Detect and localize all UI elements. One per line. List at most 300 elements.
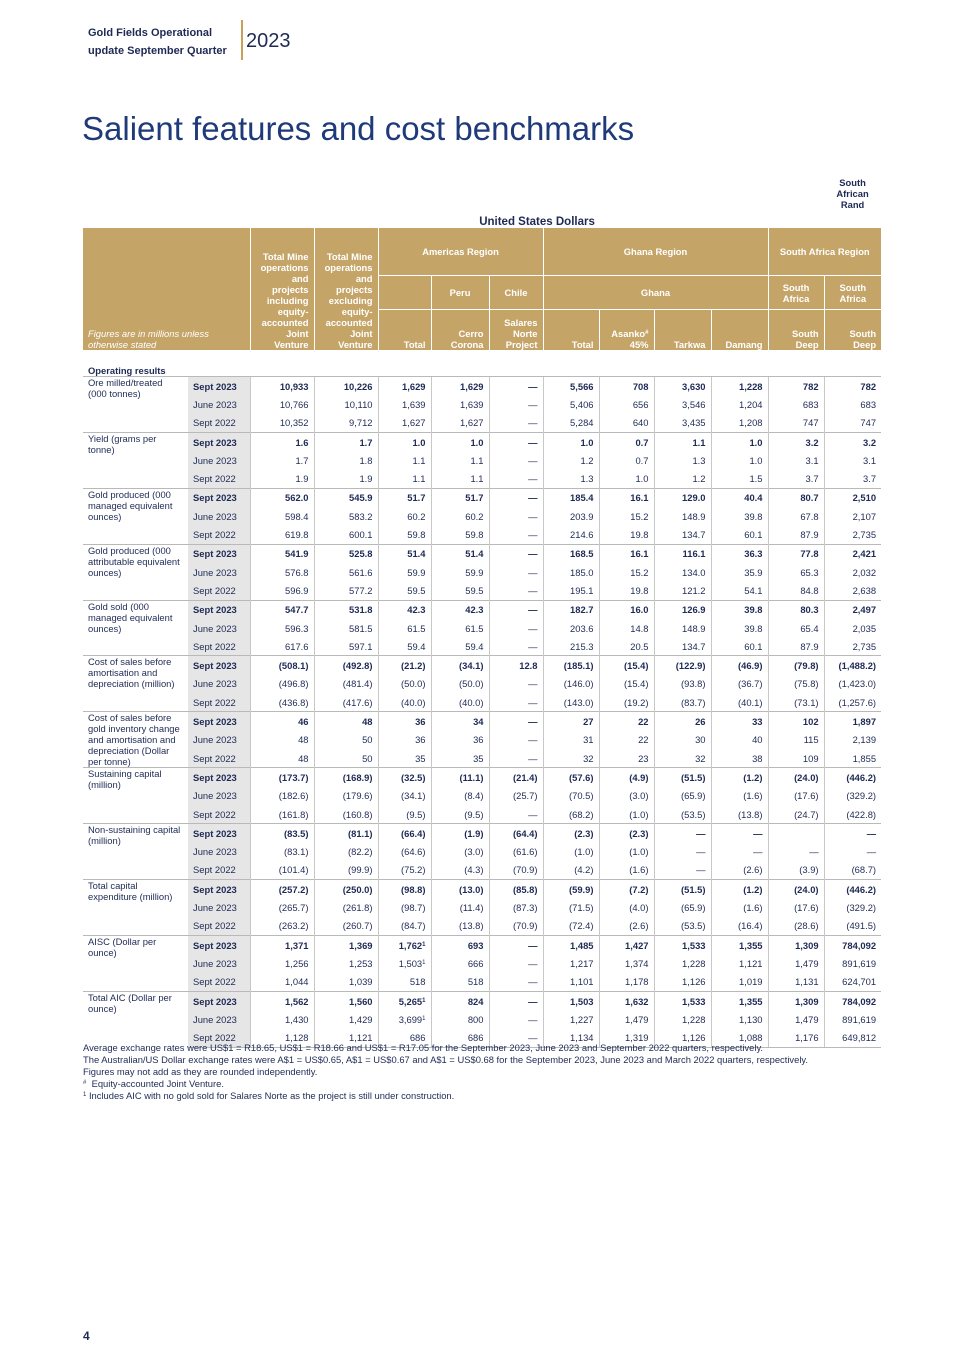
value-cell: 51.7 bbox=[378, 488, 431, 507]
value-cell: 5,284 bbox=[543, 414, 599, 433]
table-row bbox=[83, 414, 881, 433]
table-row bbox=[83, 991, 881, 1010]
table-row bbox=[83, 1010, 881, 1028]
table-row bbox=[83, 377, 881, 396]
value-cell: 54.1 bbox=[711, 581, 768, 600]
value-cell: 1,204 bbox=[711, 395, 768, 413]
value-cell: 3.1 bbox=[824, 451, 881, 469]
value-cell: (65.9) bbox=[654, 787, 711, 805]
value-cell: 59.8 bbox=[378, 525, 431, 544]
value-cell: (1.2) bbox=[711, 768, 768, 787]
value-cell: 747 bbox=[824, 414, 881, 433]
value-cell: 40.4 bbox=[711, 488, 768, 507]
value-cell: 1,629 bbox=[431, 377, 489, 396]
value-cell: (182.6) bbox=[250, 787, 314, 805]
value-cell: 683 bbox=[768, 395, 824, 413]
value-cell: 31 bbox=[543, 731, 599, 749]
value-cell: (50.0) bbox=[378, 675, 431, 693]
value-cell: (422.8) bbox=[824, 805, 881, 824]
value-cell: 195.1 bbox=[543, 581, 599, 600]
value-cell: 1.7 bbox=[250, 451, 314, 469]
value-cell: 60.2 bbox=[378, 507, 431, 525]
value-cell: (24.7) bbox=[768, 805, 824, 824]
table-row bbox=[83, 880, 881, 899]
metric-label: Non-sustaining capital (million) bbox=[83, 824, 188, 880]
period-label: June 2023 bbox=[188, 843, 250, 861]
value-cell: 48 bbox=[250, 749, 314, 768]
period-label: Sept 2022 bbox=[188, 917, 250, 936]
value-cell: (446.2) bbox=[824, 880, 881, 899]
value-cell: 1,632 bbox=[599, 991, 654, 1010]
value-cell: (82.2) bbox=[314, 843, 378, 861]
value-cell: (2.3) bbox=[543, 824, 599, 843]
table-row bbox=[83, 488, 881, 507]
value-cell: 84.8 bbox=[768, 581, 824, 600]
value-cell: (492.8) bbox=[314, 656, 378, 675]
value-cell: 214.6 bbox=[543, 525, 599, 544]
header-divider bbox=[241, 20, 243, 60]
col-total-incl: Total Mine operations and projects including equity-accounted Joint Venture bbox=[250, 228, 314, 350]
value-cell: 22 bbox=[599, 731, 654, 749]
value-cell: 5,566 bbox=[543, 377, 599, 396]
value-cell: — bbox=[489, 954, 543, 972]
value-cell: 1,485 bbox=[543, 936, 599, 955]
value-cell: — bbox=[654, 843, 711, 861]
value-cell: 59.5 bbox=[431, 581, 489, 600]
value-cell: 1,627 bbox=[378, 414, 431, 433]
value-cell: 51.7 bbox=[431, 488, 489, 507]
table-row bbox=[83, 917, 881, 936]
value-cell: — bbox=[711, 843, 768, 861]
value-cell: 891,619 bbox=[824, 954, 881, 972]
value-cell: (265.7) bbox=[250, 898, 314, 916]
period-label: Sept 2022 bbox=[188, 637, 250, 656]
note-hash: # Equity-accounted Joint Venture. bbox=[83, 1078, 224, 1089]
value-cell: 1,533 bbox=[654, 936, 711, 955]
value-cell: — bbox=[654, 861, 711, 880]
period-label: Sept 2023 bbox=[188, 712, 250, 731]
value-cell: 148.9 bbox=[654, 507, 711, 525]
value-cell: — bbox=[654, 824, 711, 843]
table-row bbox=[83, 469, 881, 488]
south-deep-zar-header: South Deep bbox=[824, 310, 881, 351]
note-one: $^1$ Includes AIC with no gold sold for Salares Norte as the project is still under construction. bbox=[83, 1090, 455, 1101]
value-cell: 596.9 bbox=[250, 581, 314, 600]
value-cell: 2,510 bbox=[824, 488, 881, 507]
tarkwa-header: Tarkwa bbox=[654, 310, 711, 351]
value-cell: 40 bbox=[711, 731, 768, 749]
value-cell: (261.8) bbox=[314, 898, 378, 916]
value-cell: 15.2 bbox=[599, 507, 654, 525]
table-row bbox=[83, 525, 881, 544]
value-cell: (160.8) bbox=[314, 805, 378, 824]
value-cell: 1,130 bbox=[711, 1010, 768, 1028]
salares-norte-header: Salares Norte Project bbox=[489, 310, 543, 351]
value-cell: 5,265$^1$ bbox=[378, 991, 431, 1010]
value-cell: — bbox=[711, 824, 768, 843]
value-cell: 782 bbox=[768, 377, 824, 396]
value-cell: 1,044 bbox=[250, 973, 314, 992]
period-label: Sept 2022 bbox=[188, 973, 250, 992]
value-cell: 1.0 bbox=[599, 469, 654, 488]
value-cell: 518 bbox=[431, 973, 489, 992]
asanko-header: Asanko# 45% bbox=[599, 310, 654, 351]
value-cell: 19.8 bbox=[599, 581, 654, 600]
value-cell: 2,735 bbox=[824, 637, 881, 656]
value-cell: 1,101 bbox=[543, 973, 599, 992]
value-cell: 1.2 bbox=[543, 451, 599, 469]
value-cell: 0.7 bbox=[599, 432, 654, 451]
value-cell: (260.7) bbox=[314, 917, 378, 936]
value-cell: 1,309 bbox=[768, 991, 824, 1010]
table-row bbox=[83, 544, 881, 563]
document-header bbox=[88, 24, 227, 60]
value-cell: 185.0 bbox=[543, 563, 599, 581]
period-label: June 2023 bbox=[188, 619, 250, 637]
value-cell: 1.2 bbox=[654, 469, 711, 488]
value-cell: (21.2) bbox=[378, 656, 431, 675]
ghana-header: Ghana bbox=[543, 276, 768, 310]
value-cell: 624,701 bbox=[824, 973, 881, 992]
value-cell: 0.7 bbox=[599, 451, 654, 469]
value-cell: 1,131 bbox=[768, 973, 824, 992]
page-title: Salient features and cost benchmarks bbox=[82, 110, 635, 147]
value-cell: (143.0) bbox=[543, 693, 599, 712]
value-cell: 1,319 bbox=[599, 1029, 654, 1048]
value-cell: 51.4 bbox=[378, 544, 431, 563]
metric-label: Gold produced (000 attributable equivalent ounces) bbox=[83, 544, 188, 600]
value-cell bbox=[768, 824, 824, 843]
value-cell: 16.0 bbox=[599, 600, 654, 619]
value-cell: 1.1 bbox=[431, 469, 489, 488]
value-cell: — bbox=[489, 693, 543, 712]
value-cell: 14.8 bbox=[599, 619, 654, 637]
period-label: Sept 2022 bbox=[188, 469, 250, 488]
value-cell: — bbox=[489, 544, 543, 563]
value-cell: 1,369 bbox=[314, 936, 378, 955]
value-cell: 1.1 bbox=[654, 432, 711, 451]
value-cell: 35 bbox=[378, 749, 431, 768]
value-cell: 51.4 bbox=[431, 544, 489, 563]
value-cell: (1.0) bbox=[543, 843, 599, 861]
value-cell: 203.9 bbox=[543, 507, 599, 525]
value-cell: 12.8 bbox=[489, 656, 543, 675]
table-row bbox=[83, 451, 881, 469]
value-cell: (71.5) bbox=[543, 898, 599, 916]
value-cell: — bbox=[489, 488, 543, 507]
value-cell: 27 bbox=[543, 712, 599, 731]
value-cell: 561.6 bbox=[314, 563, 378, 581]
value-cell: (99.9) bbox=[314, 861, 378, 880]
value-cell: (101.4) bbox=[250, 861, 314, 880]
damang-header: Damang bbox=[711, 310, 768, 351]
value-cell: (1.0) bbox=[599, 843, 654, 861]
value-cell: (51.5) bbox=[654, 880, 711, 899]
metric-label: Cost of sales before amortisation and depreciation (million) bbox=[83, 656, 188, 712]
value-cell: 19.8 bbox=[599, 525, 654, 544]
value-cell: 649,812 bbox=[824, 1029, 881, 1048]
value-cell: — bbox=[489, 525, 543, 544]
value-cell: 3.7 bbox=[824, 469, 881, 488]
period-label: Sept 2023 bbox=[188, 880, 250, 899]
period-label: June 2023 bbox=[188, 731, 250, 749]
value-cell: (72.4) bbox=[543, 917, 599, 936]
metric-label: Ore milled/treated (000 tonnes) bbox=[83, 377, 188, 433]
value-cell: 87.9 bbox=[768, 637, 824, 656]
value-cell: 1,176 bbox=[768, 1029, 824, 1048]
value-cell: — bbox=[489, 469, 543, 488]
value-cell: 1,427 bbox=[599, 936, 654, 955]
value-cell: 10,766 bbox=[250, 395, 314, 413]
value-cell: (59.9) bbox=[543, 880, 599, 899]
period-label: Sept 2023 bbox=[188, 488, 250, 507]
value-cell: 1,256 bbox=[250, 954, 314, 972]
value-cell: 65.3 bbox=[768, 563, 824, 581]
value-cell: 1,855 bbox=[824, 749, 881, 768]
value-cell: (17.6) bbox=[768, 787, 824, 805]
value-cell: 10,933 bbox=[250, 377, 314, 396]
value-cell: 1,479 bbox=[768, 954, 824, 972]
value-cell: 80.3 bbox=[768, 600, 824, 619]
value-cell: (83.5) bbox=[250, 824, 314, 843]
table-row bbox=[83, 712, 881, 731]
period-label: June 2023 bbox=[188, 563, 250, 581]
value-cell: (50.0) bbox=[431, 675, 489, 693]
value-cell: — bbox=[489, 377, 543, 396]
table-row bbox=[83, 600, 881, 619]
value-cell: 577.2 bbox=[314, 581, 378, 600]
value-cell: 1,560 bbox=[314, 991, 378, 1010]
value-cell: (34.1) bbox=[431, 656, 489, 675]
value-cell: (446.2) bbox=[824, 768, 881, 787]
value-cell: 39.8 bbox=[711, 507, 768, 525]
value-cell: (68.2) bbox=[543, 805, 599, 824]
value-cell: (417.6) bbox=[314, 693, 378, 712]
value-cell: 61.5 bbox=[431, 619, 489, 637]
value-cell: 1,374 bbox=[599, 954, 654, 972]
value-cell: (93.8) bbox=[654, 675, 711, 693]
value-cell: 34 bbox=[431, 712, 489, 731]
table-row bbox=[83, 843, 881, 861]
value-cell: 22 bbox=[599, 712, 654, 731]
value-cell: 1.1 bbox=[431, 451, 489, 469]
value-cell: 1,430 bbox=[250, 1010, 314, 1028]
value-cell: (64.4) bbox=[489, 824, 543, 843]
value-cell: 583.2 bbox=[314, 507, 378, 525]
value-cell: 1,533 bbox=[654, 991, 711, 1010]
value-cell: (70.5) bbox=[543, 787, 599, 805]
value-cell: 42.3 bbox=[378, 600, 431, 619]
value-cell: (24.0) bbox=[768, 768, 824, 787]
value-cell: — bbox=[489, 805, 543, 824]
value-cell: 1.9 bbox=[314, 469, 378, 488]
value-cell: (79.8) bbox=[768, 656, 824, 675]
value-cell: 1,208 bbox=[711, 414, 768, 433]
value-cell: 1,121 bbox=[314, 1029, 378, 1048]
value-cell: (3.0) bbox=[431, 843, 489, 861]
value-cell: 581.5 bbox=[314, 619, 378, 637]
metric-label: Gold produced (000 managed equivalent ounces) bbox=[83, 488, 188, 544]
value-cell: (24.0) bbox=[768, 880, 824, 899]
value-cell: 1,039 bbox=[314, 973, 378, 992]
value-cell: 182.7 bbox=[543, 600, 599, 619]
value-cell: 1.0 bbox=[543, 432, 599, 451]
value-cell: — bbox=[489, 581, 543, 600]
value-cell: 784,092 bbox=[824, 936, 881, 955]
value-cell: 32 bbox=[543, 749, 599, 768]
value-cell: 525.8 bbox=[314, 544, 378, 563]
value-cell: 2,421 bbox=[824, 544, 881, 563]
value-cell: (9.5) bbox=[378, 805, 431, 824]
value-cell: (70.9) bbox=[489, 861, 543, 880]
value-cell: — bbox=[489, 675, 543, 693]
value-cell: (3.0) bbox=[599, 787, 654, 805]
period-label: Sept 2022 bbox=[188, 749, 250, 768]
value-cell: 666 bbox=[431, 954, 489, 972]
value-cell: — bbox=[824, 843, 881, 861]
value-cell: (75.8) bbox=[768, 675, 824, 693]
value-cell: (75.2) bbox=[378, 861, 431, 880]
value-cell: 39.8 bbox=[711, 619, 768, 637]
value-cell: (11.4) bbox=[431, 898, 489, 916]
value-cell: 36 bbox=[431, 731, 489, 749]
period-label: Sept 2022 bbox=[188, 525, 250, 544]
note-exchange-rates: Average exchange rates were US$1 = R18.65, US$1 = R18.66 and US$1 = R17.05 for the September 2023, June 2023 and September 2022 quarters, respectively. bbox=[83, 1042, 764, 1053]
table-row bbox=[83, 675, 881, 693]
note-rounding: Figures may not add as they are rounded independently. bbox=[83, 1066, 318, 1077]
value-cell: — bbox=[489, 712, 543, 731]
value-cell: 2,735 bbox=[824, 525, 881, 544]
table-row bbox=[83, 861, 881, 880]
value-cell: 1.0 bbox=[711, 451, 768, 469]
period-label: Sept 2023 bbox=[188, 432, 250, 451]
value-cell: (4.3) bbox=[431, 861, 489, 880]
value-cell: 891,619 bbox=[824, 1010, 881, 1028]
value-cell: — bbox=[489, 414, 543, 433]
metric-label: Yield (grams per tonne) bbox=[83, 432, 188, 488]
value-cell: 547.7 bbox=[250, 600, 314, 619]
header-line-2: update September Quarter bbox=[88, 45, 227, 57]
value-cell: 23 bbox=[599, 749, 654, 768]
value-cell: — bbox=[489, 1029, 543, 1048]
table-row bbox=[83, 731, 881, 749]
value-cell: (1,488.2) bbox=[824, 656, 881, 675]
value-cell: 1,128 bbox=[250, 1029, 314, 1048]
value-cell: 148.9 bbox=[654, 619, 711, 637]
value-cell: (70.9) bbox=[489, 917, 543, 936]
value-cell: 1.0 bbox=[378, 432, 431, 451]
value-cell: (122.9) bbox=[654, 656, 711, 675]
period-label: June 2023 bbox=[188, 675, 250, 693]
value-cell: 1,429 bbox=[314, 1010, 378, 1028]
value-cell: 3.2 bbox=[768, 432, 824, 451]
period-label: June 2023 bbox=[188, 1010, 250, 1028]
value-cell: 116.1 bbox=[654, 544, 711, 563]
value-cell: 2,032 bbox=[824, 563, 881, 581]
value-cell: 50 bbox=[314, 731, 378, 749]
value-cell: 67.8 bbox=[768, 507, 824, 525]
period-label: Sept 2023 bbox=[188, 936, 250, 955]
value-cell: (34.1) bbox=[378, 787, 431, 805]
value-cell: 20.5 bbox=[599, 637, 654, 656]
value-cell: 1,228 bbox=[711, 377, 768, 396]
value-cell: 59.8 bbox=[431, 525, 489, 544]
value-cell: 1,228 bbox=[654, 954, 711, 972]
value-cell: 48 bbox=[250, 731, 314, 749]
chile-header: Chile bbox=[489, 276, 543, 310]
value-cell: 1,309 bbox=[768, 936, 824, 955]
value-cell: (83.7) bbox=[654, 693, 711, 712]
period-label: June 2023 bbox=[188, 507, 250, 525]
value-cell: (329.2) bbox=[824, 787, 881, 805]
value-cell: 102 bbox=[768, 712, 824, 731]
value-cell: 545.9 bbox=[314, 488, 378, 507]
value-cell: 42.3 bbox=[431, 600, 489, 619]
value-cell: (2.6) bbox=[711, 861, 768, 880]
value-cell: (4.2) bbox=[543, 861, 599, 880]
value-cell: — bbox=[489, 731, 543, 749]
value-cell: 87.9 bbox=[768, 525, 824, 544]
metric-label: Cost of sales before gold inventory change and amortisation and depreciation (Dollar per tonne) bbox=[83, 712, 188, 768]
table-row bbox=[83, 563, 881, 581]
value-cell: (13.8) bbox=[431, 917, 489, 936]
table-row bbox=[83, 507, 881, 525]
value-cell: (491.5) bbox=[824, 917, 881, 936]
value-cell: (81.1) bbox=[314, 824, 378, 843]
value-cell: 35 bbox=[431, 749, 489, 768]
value-cell: 48 bbox=[314, 712, 378, 731]
value-cell: (250.0) bbox=[314, 880, 378, 899]
south-africa-usd-header: South Africa bbox=[768, 276, 824, 310]
table-row bbox=[83, 656, 881, 675]
value-cell: 1.8 bbox=[314, 451, 378, 469]
period-label: Sept 2022 bbox=[188, 581, 250, 600]
value-cell: — bbox=[768, 843, 824, 861]
value-cell: 1,217 bbox=[543, 954, 599, 972]
value-cell: 1.3 bbox=[543, 469, 599, 488]
value-cell: (65.9) bbox=[654, 898, 711, 916]
south-africa-zar-header: South Africa bbox=[824, 276, 881, 310]
currency-zar: South African Rand bbox=[836, 177, 869, 210]
value-cell: 1,126 bbox=[654, 973, 711, 992]
period-label: Sept 2023 bbox=[188, 824, 250, 843]
value-cell: 1,627 bbox=[431, 414, 489, 433]
value-cell: 46 bbox=[250, 712, 314, 731]
value-cell: 518 bbox=[378, 973, 431, 992]
header-line-1: Gold Fields Operational bbox=[88, 27, 213, 39]
table-row bbox=[83, 693, 881, 712]
value-cell: 36.3 bbox=[711, 544, 768, 563]
value-cell: — bbox=[489, 637, 543, 656]
value-cell: 747 bbox=[768, 414, 824, 433]
metric-label: AISC (Dollar per ounce) bbox=[83, 936, 188, 992]
value-cell: 134.7 bbox=[654, 525, 711, 544]
value-cell: (13.0) bbox=[431, 880, 489, 899]
period-label: June 2023 bbox=[188, 395, 250, 413]
value-cell: (15.4) bbox=[599, 675, 654, 693]
value-cell: (11.1) bbox=[431, 768, 489, 787]
value-cell: 562.0 bbox=[250, 488, 314, 507]
value-cell: 1,178 bbox=[599, 973, 654, 992]
value-cell: 9,712 bbox=[314, 414, 378, 433]
table-row bbox=[83, 973, 881, 992]
value-cell: (51.5) bbox=[654, 768, 711, 787]
value-cell: 10,226 bbox=[314, 377, 378, 396]
south-africa-region: South Africa Region bbox=[768, 228, 881, 276]
value-cell: 60.1 bbox=[711, 525, 768, 544]
value-cell: (173.7) bbox=[250, 768, 314, 787]
value-cell: (3.9) bbox=[768, 861, 824, 880]
